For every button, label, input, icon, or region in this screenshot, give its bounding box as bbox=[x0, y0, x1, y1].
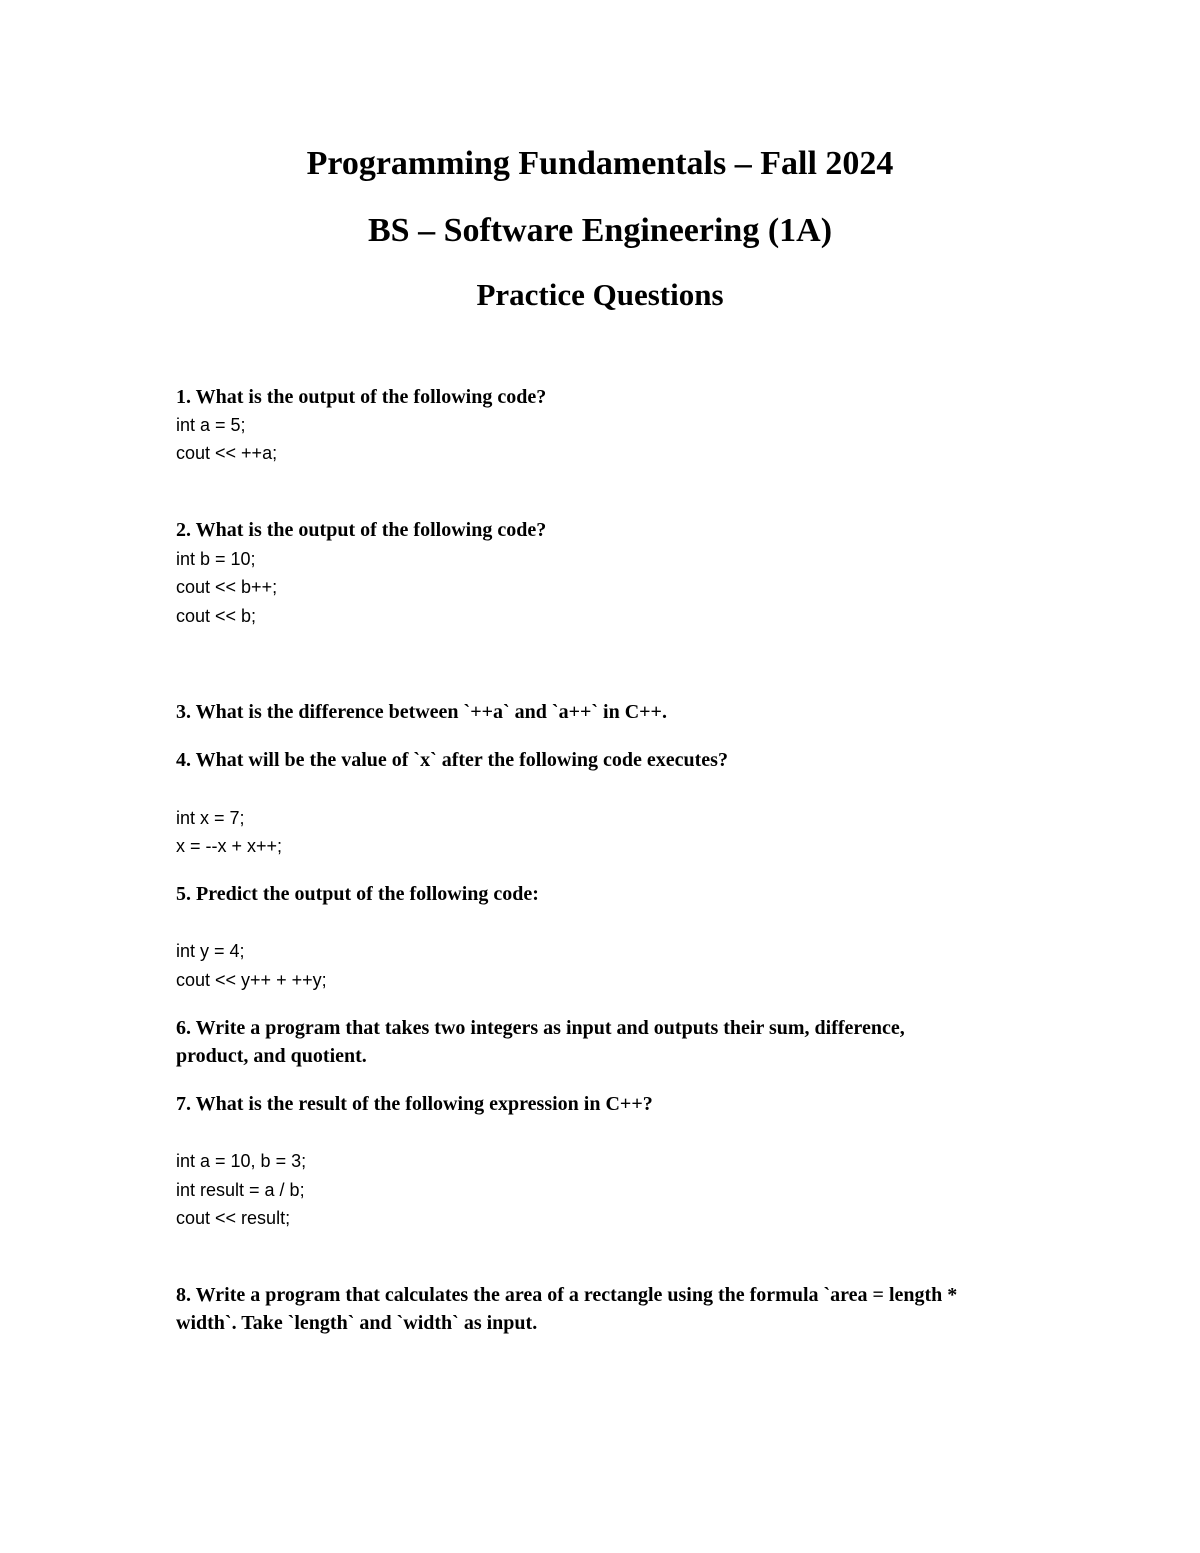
section-subtitle: Practice Questions bbox=[476, 277, 724, 312]
code-line: int b = 10; bbox=[176, 549, 256, 569]
document-title: Programming Fundamentals – Fall 2024 bbox=[306, 145, 894, 182]
question-3: 3. What is the difference between `++a` and `a++` in C++. bbox=[176, 701, 667, 723]
question-1: 1. What is the output of the following code? bbox=[176, 386, 547, 408]
question-8: 8. Write a program that calculates the area of a rectangle using the formula `area = length * bbox=[176, 1284, 958, 1306]
code-line: cout << b; bbox=[176, 606, 257, 626]
code-line: x = --x + x++; bbox=[176, 836, 283, 856]
question-4: 4. What will be the value of `x` after the following code executes? bbox=[176, 749, 728, 771]
code-line: int y = 4; bbox=[176, 941, 245, 961]
question-8-continued: width`. Take `length` and `width` as input. bbox=[176, 1312, 538, 1334]
program-title: BS – Software Engineering (1A) bbox=[367, 212, 833, 249]
code-line: int a = 10, b = 3; bbox=[176, 1151, 307, 1171]
question-5: 5. Predict the output of the following code: bbox=[176, 883, 539, 905]
question-6: 6. Write a program that takes two integers as input and outputs their sum, difference, bbox=[176, 1017, 905, 1039]
question-6-continued: product, and quotient. bbox=[176, 1045, 367, 1067]
question-2: 2. What is the output of the following code? bbox=[176, 519, 547, 541]
code-line: cout << result; bbox=[176, 1208, 291, 1228]
code-line: int result = a / b; bbox=[176, 1180, 305, 1200]
code-line: int x = 7; bbox=[176, 808, 245, 828]
code-line: int a = 5; bbox=[176, 415, 246, 435]
code-line: cout << ++a; bbox=[176, 443, 278, 463]
code-line: cout << b++; bbox=[176, 577, 278, 597]
question-7: 7. What is the result of the following expression in C++? bbox=[176, 1093, 653, 1115]
code-line: cout << y++ + ++y; bbox=[176, 970, 327, 990]
